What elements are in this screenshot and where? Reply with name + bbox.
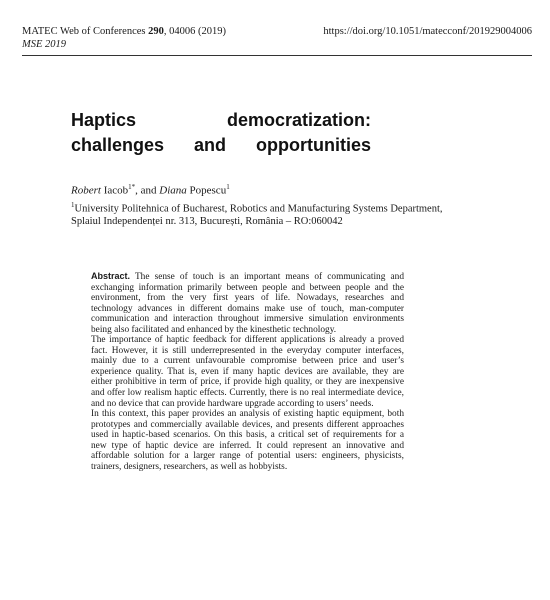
abstract-paragraph-1 <box>91 271 404 335</box>
affiliation <box>71 199 471 229</box>
journal-name: MATEC Web of Conferences <box>22 26 146 37</box>
author-affiliation-mark: 1 <box>226 183 230 191</box>
title-word: democratization: <box>226 110 371 130</box>
author-affiliation-mark: 1* <box>128 183 136 191</box>
article-number: , 04006 (2019) <box>163 26 226 37</box>
title-line-1 <box>71 108 371 133</box>
author-first-name: Diana <box>159 184 187 197</box>
abstract-label: Abstract. <box>91 271 131 281</box>
doi-link[interactable]: https://doi.org/10.1051/matecconf/201929004006 <box>323 26 532 37</box>
paper-title <box>71 108 371 158</box>
affiliation-line-2: Splaiul Independenței nr. 313, București, România – RO:060042 <box>71 216 343 227</box>
author-first-name: Robert <box>71 184 101 197</box>
title-line-2 <box>71 133 371 158</box>
author-separator: , and <box>135 184 160 197</box>
title-word: Haptics <box>71 110 137 130</box>
running-header <box>22 25 532 51</box>
affiliation-text: University Politehnica of Bucharest, Robotics and Manufacturing Systems Department, <box>74 203 443 215</box>
header-divider <box>22 55 532 56</box>
journal-citation <box>22 25 226 38</box>
abstract <box>91 271 404 472</box>
abstract-text: The sense of touch is an important means of communicating and exchanging information primarily between people and between people and the environment, from the very first years of life. Nowadays, researches and technology advances in different domains make use of touch, man-computer communication and interaction throughout immersive simulation environments being also facilitated and enhanced by the kinesthetic technology. <box>91 272 404 335</box>
title-word: challenges <box>71 135 165 155</box>
title-word: and <box>194 135 227 155</box>
author-surname: Popescu <box>189 184 227 197</box>
abstract-paragraph-3: In this context, this paper provides an analysis of existing haptic equipment, both prototypes and commercially available devices, and presents different approaches used in haptic-based scenarios. On this basis, a critical set of requirements for a new type of haptic device are inferred. It could represent an innovative and affordable solution for a larger range of potential users: engineers, physicists, trainers, designers, researchers, as well as hobbyists. <box>91 409 404 472</box>
header-row <box>22 25 532 38</box>
abstract-paragraph-2: The importance of haptic feedback for different applications is already a proved fact. However, it is still underrepresented in the everyday computer interfaces, mainly due to a current unfavourable compromise between price and user’s experience quality. That is, even if many haptic devices are available, they are either prohibitive in term of price, if provide high quality, or they are inexpensive and offer low realism haptic effects. Currently, there is no real intermediate device, and no device that can provide hardware upgrade according to users’ needs. <box>91 335 404 409</box>
affiliation-line-1 <box>71 199 471 216</box>
author-list <box>71 181 230 198</box>
affiliation-mark: 1 <box>71 201 75 209</box>
conference-name: MSE 2019 <box>22 39 67 50</box>
title-word: opportunities <box>256 135 371 155</box>
author-surname: Iacob <box>103 184 129 197</box>
journal-volume: 290 <box>148 26 164 37</box>
